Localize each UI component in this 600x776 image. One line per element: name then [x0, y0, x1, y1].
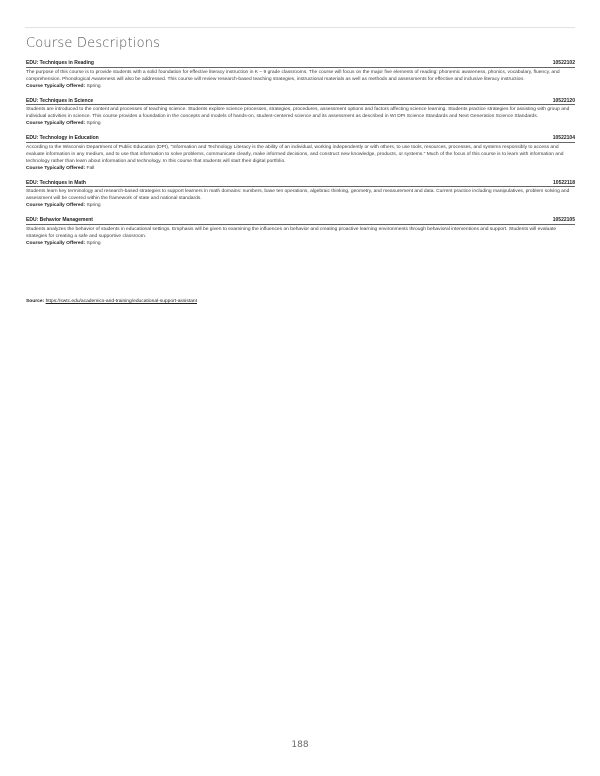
header-divider [25, 27, 575, 28]
course-entry [26, 60, 575, 90]
course-name: EDU: Behavior Management [26, 217, 93, 223]
course-entry [26, 217, 575, 247]
course-entry [26, 98, 575, 128]
source-label: Source: [26, 299, 45, 304]
course-header [26, 60, 575, 68]
offered-label: Course Typically Offered: [26, 83, 86, 89]
source-citation [26, 298, 197, 305]
offered-label: Course Typically Offered: [26, 121, 86, 126]
course-description: Students learn key terminology and research-based strategies to support learners in math domains: numbers, base ten operations, algebraic thinking, geometry, and measurement and data. Current practice including manipulatives, problem solving and assessment will be covered within the framework of state and national standards. [26, 189, 570, 201]
offered-term: Spring [86, 240, 101, 246]
course-list [26, 60, 575, 255]
course-description: Students analyzes the behavior of students in educational settings. Emphasis will be given to examining the influences on behavior and creating proactive learning environments through behavioral interventions and support. Students will evaluate strategies for creating a safe and supportive classroom. [26, 226, 557, 239]
offered-term: Spring [86, 203, 101, 208]
course-name: EDU: Techniques in Math [26, 179, 86, 186]
course-description: According to the Wisconsin Department of Public Education (DPI), "Information and Technology Literacy is the ability of an individual, working independently or with others, to use tools, resources, processes, and systems responsibly to access and evaluate information in any medium, and to use that information to solve problems, communicate clearly, make informed decisions, and construct new knowledge, products, or systems." Much of the focus of this course is to learn with information and technology rather than learn about information and technology. In this course that students will start their digital portfolio. [26, 144, 564, 164]
offered-term: Spring [86, 121, 101, 126]
offered-term: Spring [86, 83, 101, 89]
course-name: EDU: Techniques in Science [26, 97, 94, 104]
course-offered [26, 202, 575, 209]
course-offered [26, 165, 575, 172]
course-offered [26, 120, 575, 127]
offered-term: Fall [86, 165, 95, 171]
course-entry [26, 180, 575, 210]
course-code: 10522102 [552, 60, 575, 66]
page-title: Course Descriptions [26, 36, 161, 51]
course-code: 10522105 [552, 217, 575, 223]
course-description: The purpose of this course is to provide students with a solid foundation for effective literacy instruction in K – 9 grade classrooms. The course will focus on the major five elements of reading: phonemic awareness, phonics, vocabulary, fluency, and comprehension. Phonological Awareness will also be addressed. This course will review research-based teaching strategies, instructional materials as well as methods and assessments for effective and inclusive literacy instruction. [26, 69, 560, 82]
course-header [26, 135, 575, 143]
course-offered [26, 83, 575, 90]
course-name: EDU: Techniques in Reading [26, 60, 94, 66]
course-entry [26, 135, 575, 172]
course-header [26, 98, 575, 106]
course-header [26, 217, 575, 225]
source-link[interactable]: https://swtc.edu/academics-and-training/educational-support-assistant [45, 299, 197, 304]
course-code: 10522118 [553, 179, 575, 186]
page-number: 188 [291, 740, 309, 750]
offered-label: Course Typically Offered: [26, 203, 86, 208]
course-code: 10522120 [552, 97, 575, 104]
offered-label: Course Typically Offered: [26, 165, 86, 171]
course-name: EDU: Technology in Education [26, 135, 99, 141]
offered-label: Course Typically Offered: [26, 240, 86, 246]
course-offered [26, 240, 575, 247]
course-code: 10522104 [552, 135, 575, 141]
course-header [26, 180, 575, 188]
course-description: Students are introduced to the content and processes of teaching science. Students explore science processes, strategies, procedures, assessment options and factors affecting science learning. Students practice strategies for assisting with group and individual activities in science. This course provides a foundation in the concepts and models of hands-on, student-centered science and its assessment as described in WI DPI Science Standards and Next Generation Science Standards. [26, 107, 570, 119]
